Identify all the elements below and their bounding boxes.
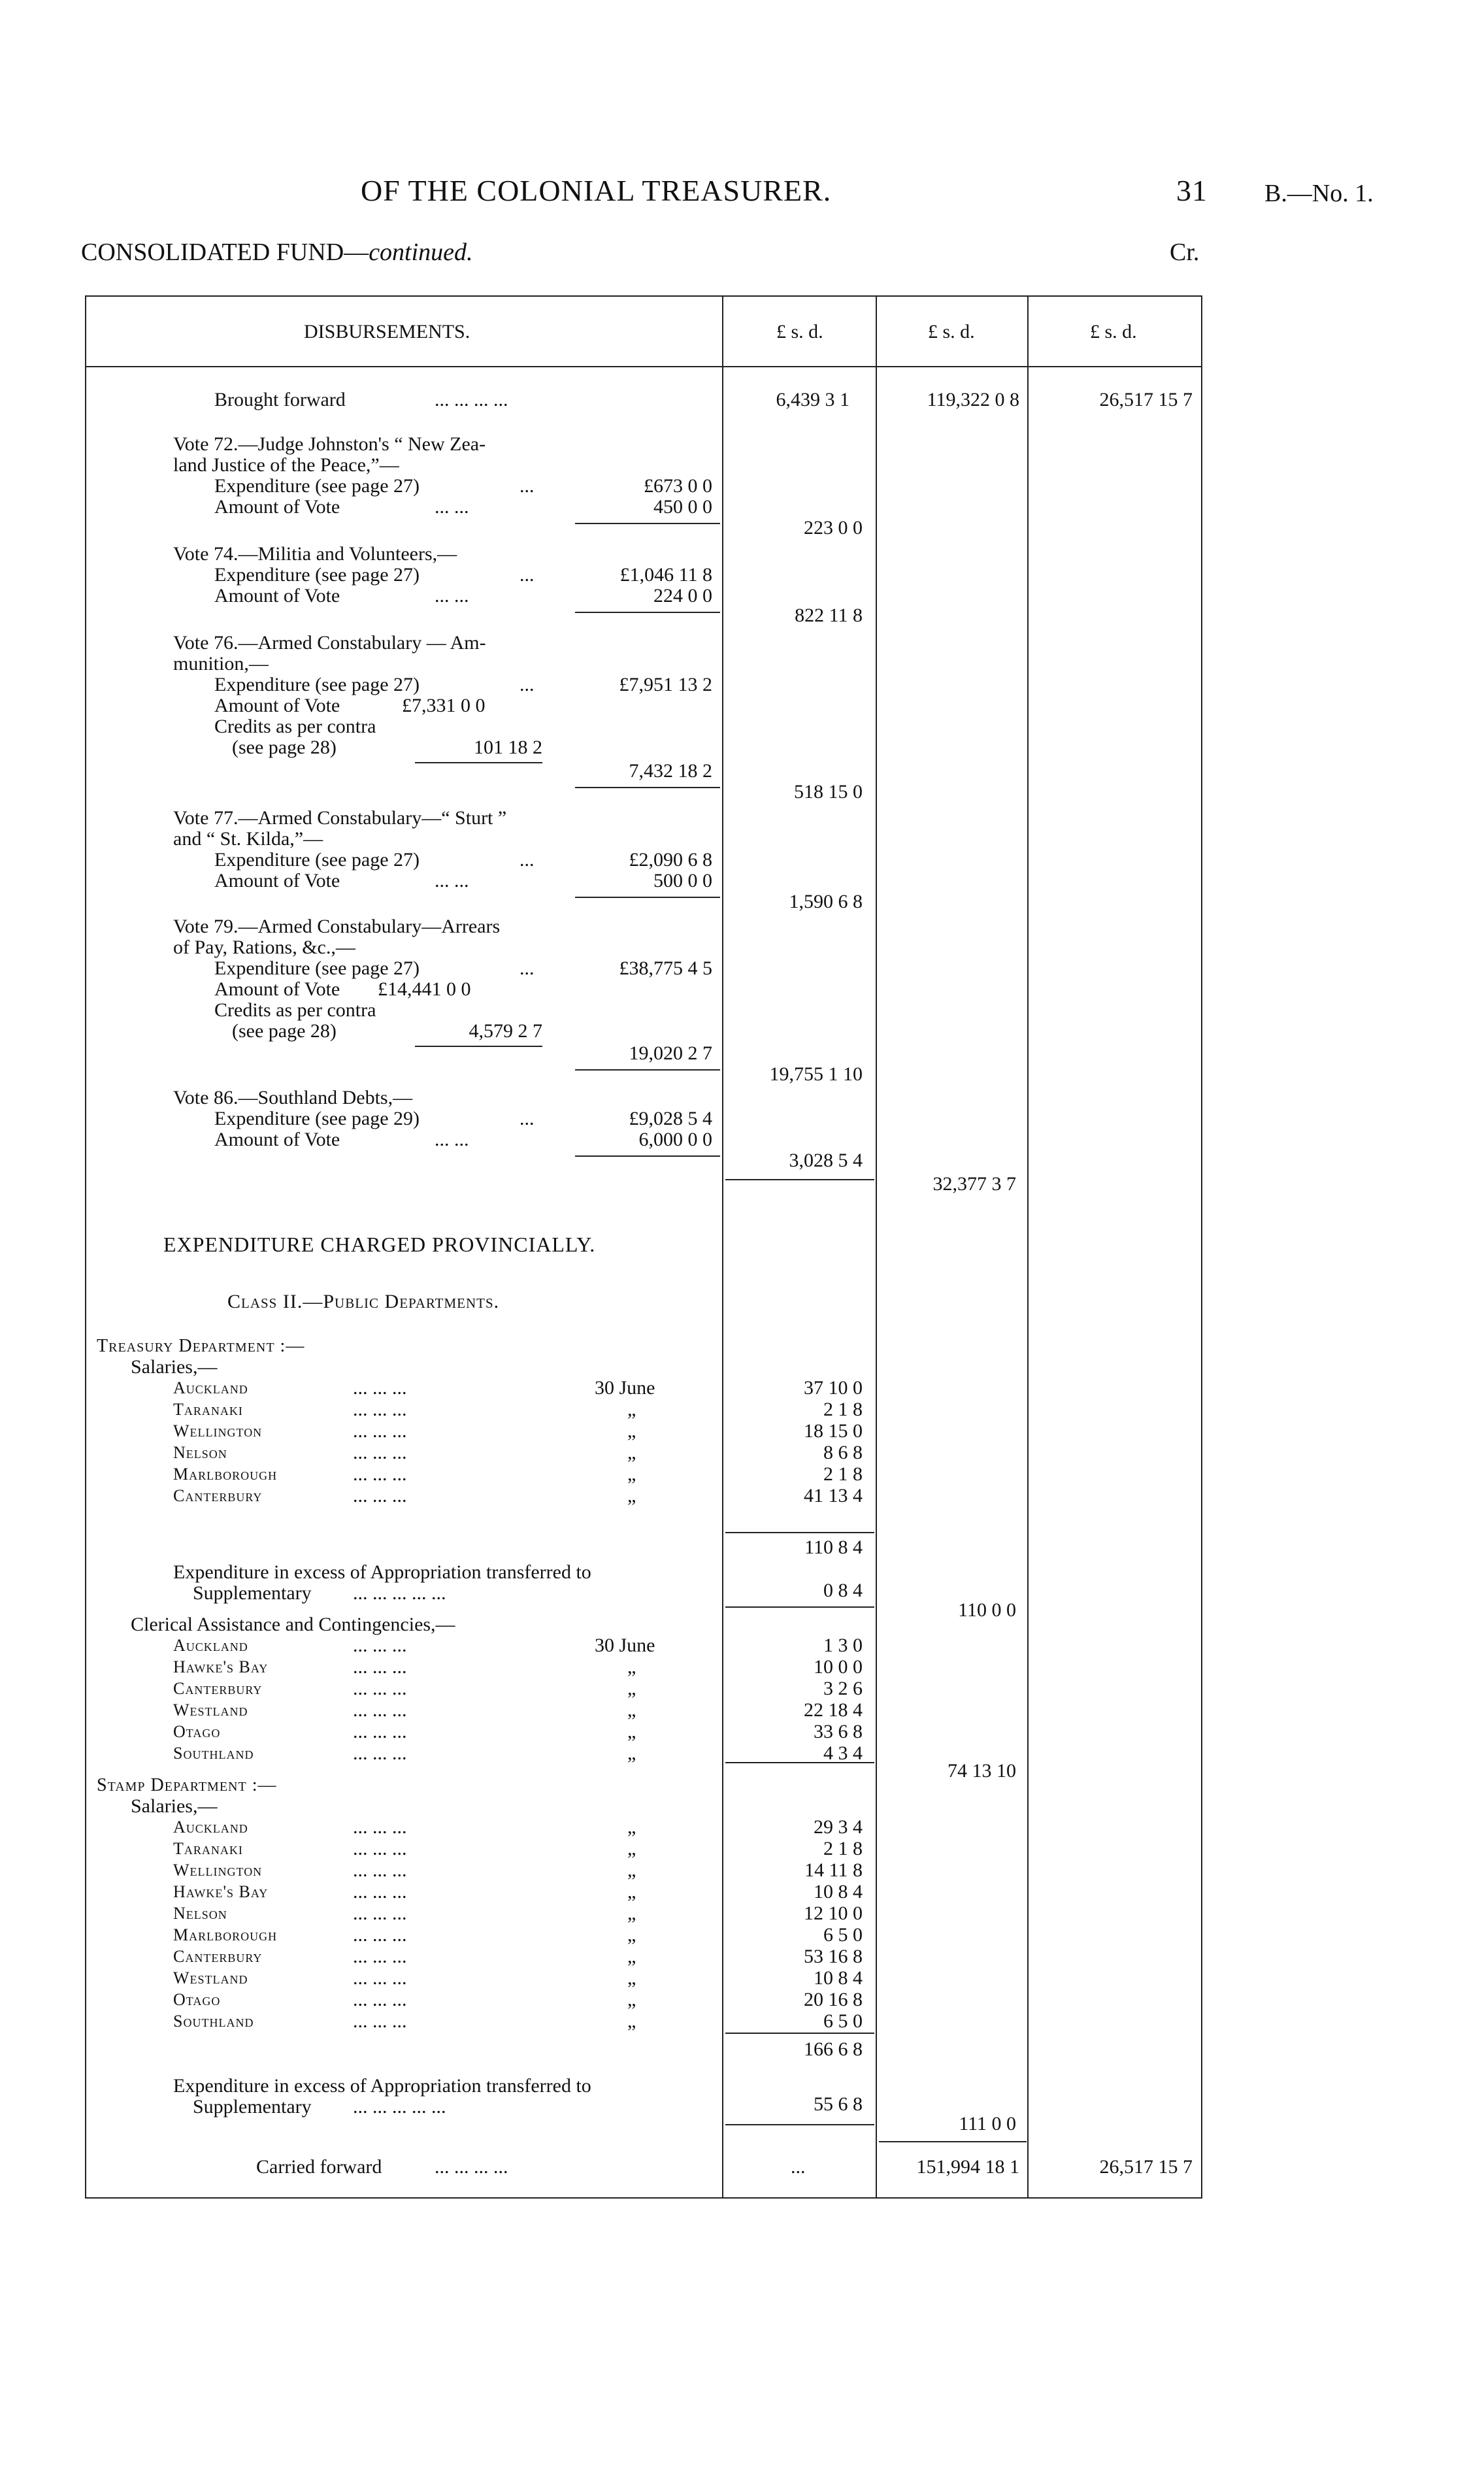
vote86-result: 3,028 5 4	[789, 1150, 863, 1171]
ditto-mark: „	[627, 1742, 636, 1764]
class-heading: Class II.—Public Departments.	[227, 1291, 500, 1312]
ditto-mark: „	[627, 1816, 636, 1838]
brought-forward-col1: 6,439 3 1	[776, 389, 849, 410]
sum-rule	[879, 2141, 1027, 2142]
lsd-header-1: £ s. d.	[776, 321, 823, 342]
salaries-label: Salaries,—	[131, 1356, 218, 1378]
sum-rule	[725, 1179, 874, 1180]
row-amount: 2 1 8	[823, 1399, 863, 1420]
row-name: Wellington	[173, 1421, 263, 1440]
ditto-mark: „	[627, 1656, 636, 1678]
vote76-expenditure-label: Expenditure (see page 27)	[214, 674, 420, 695]
ditto-mark: „	[627, 1485, 636, 1506]
treasury-subtotal: 110 8 4	[804, 1537, 863, 1558]
row-name: Hawke's Bay	[173, 1657, 269, 1676]
vote79-vote-amount: £14,441 0 0	[378, 978, 471, 1000]
stamp-total: 111 0 0	[959, 2113, 1016, 2135]
vote86-expenditure: £9,028 5 4	[629, 1108, 712, 1129]
vote86-expenditure-label: Expenditure (see page 29)	[214, 1108, 420, 1129]
row-name: Southland	[173, 1744, 254, 1763]
ditto-mark: „	[627, 1442, 636, 1463]
row-name: Hawke's Bay	[173, 1882, 269, 1901]
row-amount: 14 11 8	[804, 1859, 863, 1881]
vote79-line1: Vote 79.—Armed Constabulary—Arrears	[173, 916, 501, 937]
excess-line2: Supplementary	[193, 2096, 312, 2118]
ditto-mark: „	[627, 1859, 636, 1881]
row-amount: 2 1 8	[823, 1838, 863, 1859]
stamp-excess: 55 6 8	[814, 2093, 863, 2115]
row-amount: 20 16 8	[804, 1989, 863, 2010]
ditto-mark: „	[627, 1924, 636, 1946]
row-name: Otago	[173, 1990, 221, 2009]
salaries-label: Salaries,—	[131, 1795, 218, 1817]
row-amount: 22 18 4	[804, 1699, 863, 1721]
dot-leader: ... ... ...	[353, 1859, 407, 1881]
dot-leader: ... ... ...	[353, 1721, 407, 1742]
row-amount: 6 5 0	[823, 2010, 863, 2032]
row-name: Nelson	[173, 1904, 227, 1923]
dot-leader: ... ... ...	[353, 1902, 407, 1924]
table-bottom-rule	[85, 2197, 1202, 2199]
dot-leader: ... ...	[435, 870, 469, 891]
row-amount: 10 0 0	[814, 1656, 863, 1678]
row-amount: 10 8 4	[814, 1881, 863, 1902]
sum-rule	[575, 523, 720, 524]
vote79-result: 19,755 1 10	[769, 1063, 863, 1085]
row-name: Auckland	[173, 1818, 248, 1836]
vote74-result: 822 11 8	[795, 605, 863, 626]
dot-leader: ... ... ...	[353, 1967, 407, 1989]
dot-leader: ... ... ...	[353, 1635, 407, 1656]
dot-leader: ... ... ...	[353, 1485, 407, 1506]
dot-leader: ... ... ...	[353, 1377, 407, 1399]
dot-leader: ... ... ...	[353, 2010, 407, 2032]
dot-leader: ... ... ...	[353, 1463, 407, 1485]
row-name: Auckland	[173, 1378, 248, 1397]
table-right-rule	[1201, 295, 1202, 2197]
dot-leader: ...	[519, 957, 535, 979]
vote86-line1: Vote 86.—Southland Debts,—	[173, 1087, 413, 1108]
dot-leader: ... ... ...	[353, 1656, 407, 1678]
vote77-expenditure: £2,090 6 8	[629, 849, 712, 871]
sum-rule	[575, 1155, 720, 1157]
row-name: Auckland	[173, 1636, 248, 1655]
row-name: Canterbury	[173, 1486, 263, 1505]
ditto-mark: „	[627, 1967, 636, 1989]
treasury-heading: Treasury Department :—	[97, 1336, 305, 1356]
row-amount: 6 5 0	[823, 1924, 863, 1946]
sum-rule	[575, 1069, 720, 1071]
row-name: Southland	[173, 2012, 254, 2031]
row-name: Canterbury	[173, 1679, 263, 1698]
dot-leader: ... ... ...	[353, 1442, 407, 1463]
vote86-vote-amount: 6,000 0 0	[638, 1129, 712, 1150]
row-amount: 8 6 8	[823, 1442, 863, 1463]
ditto-mark: „	[627, 1946, 636, 1967]
carried-forward-col2: 151,994 18 1	[916, 2156, 1019, 2178]
vote74-vote-amount: 224 0 0	[653, 585, 712, 606]
vote77-vote-label: Amount of Vote	[214, 870, 340, 891]
sum-rule	[725, 2033, 874, 2034]
row-name: Westland	[173, 1701, 248, 1719]
row-amount: 33 6 8	[814, 1721, 863, 1742]
dot-leader: ... ... ...	[353, 1838, 407, 1859]
vote77-expenditure-label: Expenditure (see page 27)	[214, 849, 420, 871]
ditto-mark: „	[627, 2010, 636, 2032]
dot-leader: ... ... ... ... ...	[353, 2096, 446, 2118]
dot-leader: ... ... ... ...	[435, 389, 508, 410]
row-amount: 37 10 0	[804, 1377, 863, 1399]
vote77-line2: and “ St. Kilda,”—	[173, 828, 323, 850]
row-amount: 3 2 6	[823, 1678, 863, 1699]
row-amount: 4 3 4	[823, 1742, 863, 1764]
carried-forward-label: Carried forward	[256, 2156, 382, 2178]
ditto-mark: „	[627, 1699, 636, 1721]
vote72-expenditure: £673 0 0	[644, 475, 712, 497]
row-name: Westland	[173, 1969, 248, 1987]
row-amount: 1 3 0	[823, 1635, 863, 1656]
vote74-expenditure-label: Expenditure (see page 27)	[214, 564, 420, 586]
dot-leader: ... ...	[435, 1129, 469, 1150]
sum-rule	[725, 1532, 874, 1533]
sum-rule	[575, 897, 720, 898]
vote86-vote-label: Amount of Vote	[214, 1129, 340, 1150]
dot-leader: ... ... ...	[353, 1742, 407, 1764]
table-top-rule	[85, 295, 1202, 297]
sum-rule	[725, 1606, 874, 1608]
dot-leader: ...	[519, 475, 535, 497]
row-date: 30 June	[595, 1635, 655, 1656]
excess-line2: Supplementary	[193, 1582, 312, 1604]
dot-leader: ... ... ... ... ...	[353, 1582, 446, 1604]
ditto-mark: „	[627, 1838, 636, 1859]
brought-forward-col2: 119,322 0 8	[927, 389, 1019, 410]
ditto-mark: „	[627, 1463, 636, 1485]
row-amount: 10 8 4	[814, 1967, 863, 1989]
vote79-credits-label: Credits as per contra	[214, 999, 376, 1021]
row-name: Nelson	[173, 1443, 227, 1462]
sum-rule	[415, 1046, 542, 1047]
vote79-net-vote: 19,020 2 7	[629, 1042, 712, 1064]
row-name: Marlborough	[173, 1925, 278, 1944]
dot-leader: ... ... ...	[353, 1989, 407, 2010]
fund-title: CONSOLIDATED FUND—continued.	[81, 239, 473, 266]
dot-leader: ... ... ...	[353, 1881, 407, 1902]
row-date: 30 June	[595, 1377, 655, 1399]
dot-leader: ... ... ...	[353, 1946, 407, 1967]
table-left-rule	[85, 295, 86, 2197]
clerical-heading: Clerical Assistance and Contingencies,—	[131, 1614, 455, 1635]
vote76-credits-label: Credits as per contra	[214, 716, 376, 737]
row-amount: 12 10 0	[804, 1902, 863, 1924]
dot-leader: ... ... ...	[353, 1816, 407, 1838]
sum-rule	[725, 2124, 874, 2125]
row-amount: 18 15 0	[804, 1420, 863, 1442]
row-name: Canterbury	[173, 1947, 263, 1966]
row-amount: 41 13 4	[804, 1485, 863, 1506]
treasury-total: 110 0 0	[958, 1599, 1016, 1621]
dot-leader: ... ... ...	[353, 1678, 407, 1699]
vote76-result: 518 15 0	[794, 781, 863, 803]
vote79-expenditure-label: Expenditure (see page 27)	[214, 957, 420, 979]
doc-reference: B.—No. 1.	[1264, 180, 1374, 207]
ditto-mark: „	[627, 1989, 636, 2010]
ditto-mark: „	[627, 1399, 636, 1420]
row-name: Taranaki	[173, 1839, 243, 1858]
vote76-expenditure: £7,951 13 2	[619, 674, 712, 695]
row-name: Wellington	[173, 1861, 263, 1880]
carried-forward-col1: ...	[791, 2156, 806, 2178]
vote76-vote-label: Amount of Vote	[214, 695, 340, 716]
vote72-line1: Vote 72.—Judge Johnston's “ New Zea-	[173, 433, 486, 455]
row-amount: 2 1 8	[823, 1463, 863, 1485]
brought-forward-label: Brought forward	[214, 389, 346, 410]
vote76-net-vote: 7,432 18 2	[629, 760, 712, 782]
vote77-line1: Vote 77.—Armed Constabulary—“ Sturt ”	[173, 807, 507, 829]
vote77-result: 1,590 6 8	[789, 891, 863, 912]
brought-forward-col3: 26,517 15 7	[1099, 389, 1193, 410]
vote76-credits-page: (see page 28)	[232, 737, 337, 758]
row-amount: 29 3 4	[814, 1816, 863, 1838]
sum-rule	[575, 612, 720, 613]
dot-leader: ... ...	[435, 585, 469, 606]
provincial-heading: EXPENDITURE CHARGED PROVINCIALLY.	[163, 1233, 596, 1256]
vote79-vote-label: Amount of Vote	[214, 978, 340, 1000]
row-name: Marlborough	[173, 1465, 278, 1484]
vote79-credits-page: (see page 28)	[232, 1020, 337, 1042]
lsd-header-2: £ s. d.	[928, 321, 975, 342]
dot-leader: ... ... ...	[353, 1420, 407, 1442]
stamp-heading: Stamp Department :—	[97, 1775, 277, 1795]
dot-leader: ... ... ... ...	[435, 2156, 508, 2178]
vote76-line2: munition,—	[173, 653, 269, 674]
vote77-vote-amount: 500 0 0	[653, 870, 712, 891]
votes-total: 32,377 3 7	[932, 1173, 1016, 1195]
page-number: 31	[1176, 174, 1208, 207]
dot-leader: ... ...	[435, 496, 469, 518]
sum-rule	[725, 1762, 874, 1763]
vote76-vote-amount: £7,331 0 0	[402, 695, 486, 716]
sum-rule	[415, 762, 542, 763]
vote72-vote-label: Amount of Vote	[214, 496, 340, 518]
credit-side-label: Cr.	[1170, 239, 1200, 266]
vote79-expenditure: £38,775 4 5	[619, 957, 712, 979]
vote72-vote-amount: 450 0 0	[653, 496, 712, 518]
ditto-mark: „	[627, 1881, 636, 1902]
row-name: Otago	[173, 1722, 221, 1741]
vote76-credits-amount: 101 18 2	[474, 737, 542, 758]
vote74-vote-label: Amount of Vote	[214, 585, 340, 606]
clerical-total: 74 13 10	[948, 1760, 1016, 1782]
treasury-excess: 0 8 4	[823, 1580, 863, 1601]
ditto-mark: „	[627, 1420, 636, 1442]
sum-rule	[575, 787, 720, 788]
excess-line1: Expenditure in excess of Appropriation transferred to	[173, 2075, 591, 2097]
column-rule-3	[1027, 295, 1029, 2197]
ditto-mark: „	[627, 1902, 636, 1924]
column-rule-2	[876, 295, 877, 2197]
page-title: OF THE COLONIAL TREASURER.	[361, 174, 832, 207]
ditto-mark: „	[627, 1678, 636, 1699]
vote79-credits-amount: 4,579 2 7	[469, 1020, 542, 1042]
row-amount: 53 16 8	[804, 1946, 863, 1967]
vote79-line2: of Pay, Rations, &c.,—	[173, 937, 355, 958]
lsd-header-3: £ s. d.	[1090, 321, 1137, 342]
dot-leader: ...	[519, 849, 535, 871]
row-name: Taranaki	[173, 1400, 243, 1419]
vote74-expenditure: £1,046 11 8	[619, 564, 712, 586]
dot-leader: ...	[519, 674, 535, 695]
vote74-line1: Vote 74.—Militia and Volunteers,—	[173, 543, 457, 565]
dot-leader: ...	[519, 1108, 535, 1129]
dot-leader: ...	[519, 564, 535, 586]
excess-line1: Expenditure in excess of Appropriation transferred to	[173, 1561, 591, 1583]
stamp-subtotal: 166 6 8	[804, 2038, 863, 2060]
carried-forward-col3: 26,517 15 7	[1099, 2156, 1193, 2178]
dot-leader: ... ... ...	[353, 1399, 407, 1420]
disbursements-header: DISBURSEMENTS.	[304, 321, 470, 342]
header-rule	[85, 366, 1202, 367]
vote72-line2: land Justice of the Peace,”—	[173, 454, 399, 476]
dot-leader: ... ... ...	[353, 1924, 407, 1946]
dot-leader: ... ... ...	[353, 1699, 407, 1721]
vote76-line1: Vote 76.—Armed Constabulary — Am-	[173, 632, 486, 654]
vote72-result: 223 0 0	[804, 517, 863, 539]
vote72-expenditure-label: Expenditure (see page 27)	[214, 475, 420, 497]
ditto-mark: „	[627, 1721, 636, 1742]
